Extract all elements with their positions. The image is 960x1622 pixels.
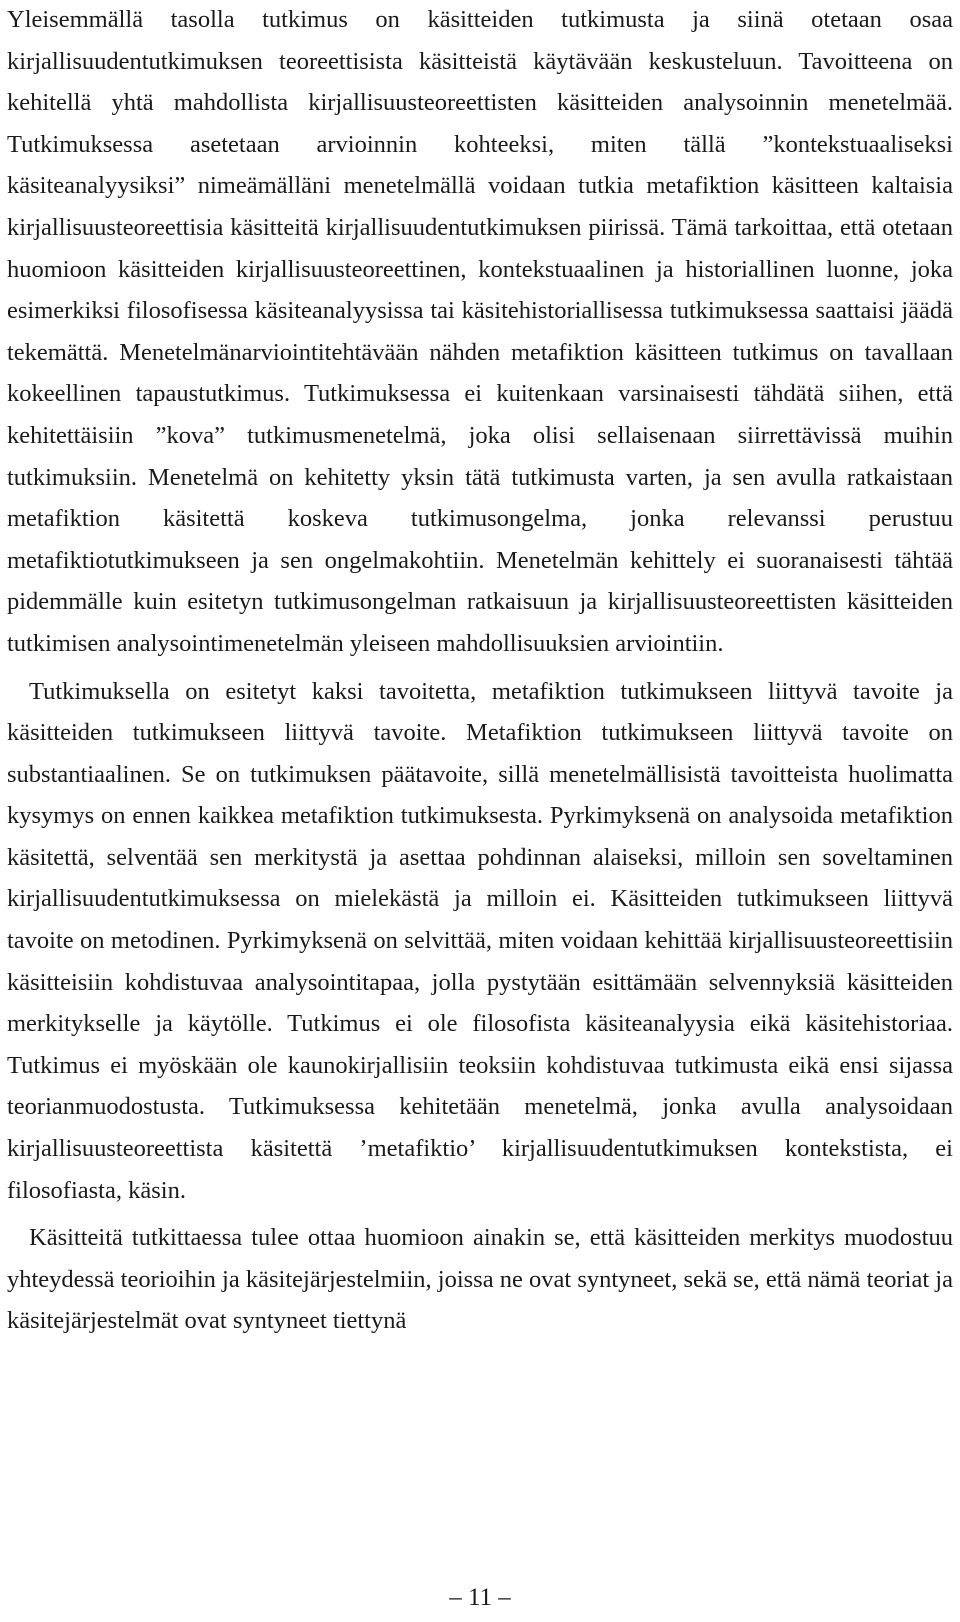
page-number: – 11 – <box>449 1584 511 1611</box>
page-body <box>7 0 953 1342</box>
body-paragraph-2: Tutkimuksella on esitetyt kaksi tavoitetta, metafiktion tutkimukseen liittyvä tavoite ja käsitteiden tutkimukseen liittyvä tavoite. Metafiktion tutkimukseen liittyvä tavoite on substantiaalinen. Se on tutkimuksen päätavoite, sillä menetelmällisistä tavoitteista huolimatta kysymys on ennen kaikkea metafiktion tutkimuksesta. Pyrkimyksenä on analysoida metafiktion käsitettä, selventää sen merkitystä ja asettaa pohdinnan alaiseksi, milloin sen soveltaminen kirjallisuudentutkimuksessa on mielekästä ja milloin ei. Käsitteiden tutkimukseen liittyvä tavoite on metodinen. Pyrkimyksenä on selvittää, miten voidaan kehittää kirjallisuusteoreettisiin käsitteisiin kohdistuvaa analysointitapaa, jolla pystytään esittämään selvennyksiä käsitteiden merkitykselle ja käytölle. Tutkimus ei ole filosofista käsiteanalyysia eikä käsitehistoriaa. Tutkimus ei myöskään ole kaunokirjallisiin teoksiin kohdistuvaa tutkimusta eikä ensi sijassa teorianmuodostusta. Tutkimuksessa kehitetään menetelmä, jonka avulla analysoidaan kirjallisuusteoreettista käsitettä ’metafiktio’ kirjallisuudentutkimuksen kontekstista, ei filosofiasta, käsin. <box>7 677 953 1204</box>
body-paragraph-3: Käsitteitä tutkittaessa tulee ottaa huomioon ainakin se, että käsitteiden merkitys muodostuu yhteydessä teorioihin ja käsitejärjestelmiin, joissa ne ovat syntyneet, sekä se, että nämä teoriat ja käsitejärjestelmät ovat syntyneet tiettynä <box>7 1224 953 1335</box>
body-paragraph-1: Yleisemmällä tasolla tutkimus on käsitteiden tutkimusta ja siinä otetaan osaa kirjallisuudentutkimuksen teoreettisista käsitteistä käytävään keskusteluun. Tavoitteena on kehitellä yhtä mahdollista kirjallisuusteoreettisten käsitteiden analysoinnin menetelmää. Tutkimuksessa asetetaan arvioinnin kohteeksi, miten tällä ”kontekstuaaliseksi käsiteanalyysiksi” nimeämälläni menetelmällä voidaan tutkia metafiktion käsitteen kaltaisia kirjallisuusteoreettisia käsitteitä kirjallisuudentutkimuksen piirissä. Tämä tarkoittaa, että otetaan huomioon käsitteiden kirjallisuusteoreettinen, kontekstuaalinen ja historiallinen luonne, joka esimerkiksi filosofisessa käsiteanalyysissa tai käsitehistoriallisessa tutkimuksessa saattaisi jäädä tekemättä. Menetelmänarviointitehtävään nähden metafiktion käsitteen tutkimus on tavallaan kokeellinen tapaustutkimus. Tutkimuksessa ei kuitenkaan varsinaisesti tähdätä siihen, että kehitettäisiin ”kova” tutkimusmenetelmä, joka olisi sellaisenaan siirrettävissä muihin tutkimuksiin. Menetelmä on kehitetty yksin tätä tutkimusta varten, ja sen avulla ratkaistaan metafiktion käsitettä koskeva tutkimusongelma, jonka relevanssi perustuu metafiktiotutkimukseen ja sen ongelmakohtiin. Menetelmän kehittely ei suoranaisesti tähtää pidemmälle kuin esitetyn tutkimusongelman ratkaisuun ja kirjallisuusteoreettisten käsitteiden tutkimisen analysointimenetelmän yleiseen mahdollisuuksien arviointiin. <box>7 6 953 657</box>
